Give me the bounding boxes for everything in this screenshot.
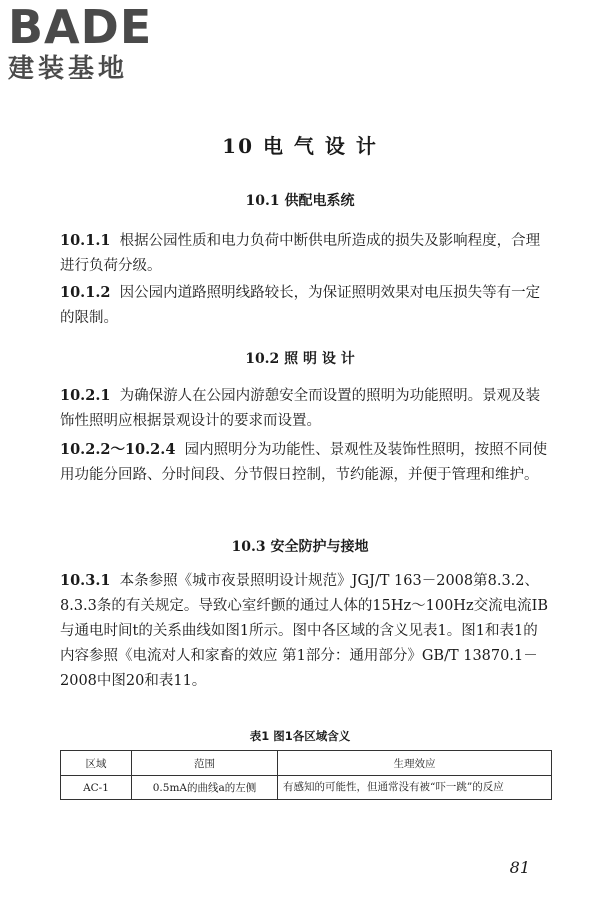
table-header: 范围	[132, 751, 278, 776]
clause-10-3-1	[60, 568, 552, 694]
table-header: 区域	[61, 751, 132, 776]
clause-10-1-1	[60, 228, 552, 279]
regions-table	[60, 750, 552, 800]
clause-text: 园内照明分为功能性、景观性及装饰性照明，按照不同使用功能分回路、分时间段、分节假日控制，节约能源，并便于管理和维护。	[60, 442, 548, 483]
table-header-row	[61, 751, 552, 776]
clause-10-2-2	[60, 437, 552, 488]
table-header: 生理效应	[278, 751, 552, 776]
clause-10-2-1	[60, 383, 552, 434]
clause-text: 根据公园性质和电力负荷中断供电所造成的损失及影响程度，合理进行负荷分级。	[60, 233, 541, 274]
table-row	[61, 776, 552, 800]
clause-text: 本条参照《城市夜景照明设计规范》JGJ/T 163－2008第8.3.2、8.3.3条的有关规定。导致心室纤颤的通过人体的15Hz～100Hz交流电流IB与通电时间t的关系曲线如图1所示。图中各区域的含义见表1。图1和表1的内容参照《电流对人和家畜的效应 第1部分：通用部分》GB/T 13870.1－2008中图20和表11。	[60, 573, 548, 689]
clause-number: 10.3.1	[60, 572, 111, 589]
logo-subtitle: 建装基地	[8, 54, 129, 84]
clause-number: 10.2.1	[60, 387, 111, 404]
clause-number: 10.1.2	[60, 284, 111, 301]
clause-text: 因公园内道路照明线路较长，为保证照明效果对电压损失等有一定的限制。	[60, 285, 541, 326]
table-caption: 表1 图1各区域含义	[249, 729, 351, 743]
clause-number: 10.1.1	[60, 232, 111, 249]
table-cell: 0.5mA的曲线a的左侧	[132, 776, 278, 800]
section-title-10-3: 10.3 安全防护与接地	[231, 539, 369, 555]
logo	[8, 2, 178, 84]
table-cell: AC-1	[61, 776, 132, 800]
clause-number: 10.2.2～10.2.4	[60, 441, 176, 458]
section-title-10-2: 10.2 照 明 设 计	[245, 351, 355, 367]
clause-text: 为确保游人在公园内游憩安全而设置的照明为功能照明。景观及装饰性照明应根据景观设计的要求而设置。	[60, 388, 541, 429]
page-number: 81	[509, 858, 530, 877]
section-title-10-1: 10.1 供配电系统	[245, 193, 355, 209]
table-cell: 有感知的可能性，但通常没有被“吓一跳”的反应	[278, 776, 552, 800]
chapter-title: 10 电 气 设 计	[222, 134, 378, 158]
logo-brand: BADE	[8, 0, 153, 54]
clause-10-1-2	[60, 280, 552, 331]
